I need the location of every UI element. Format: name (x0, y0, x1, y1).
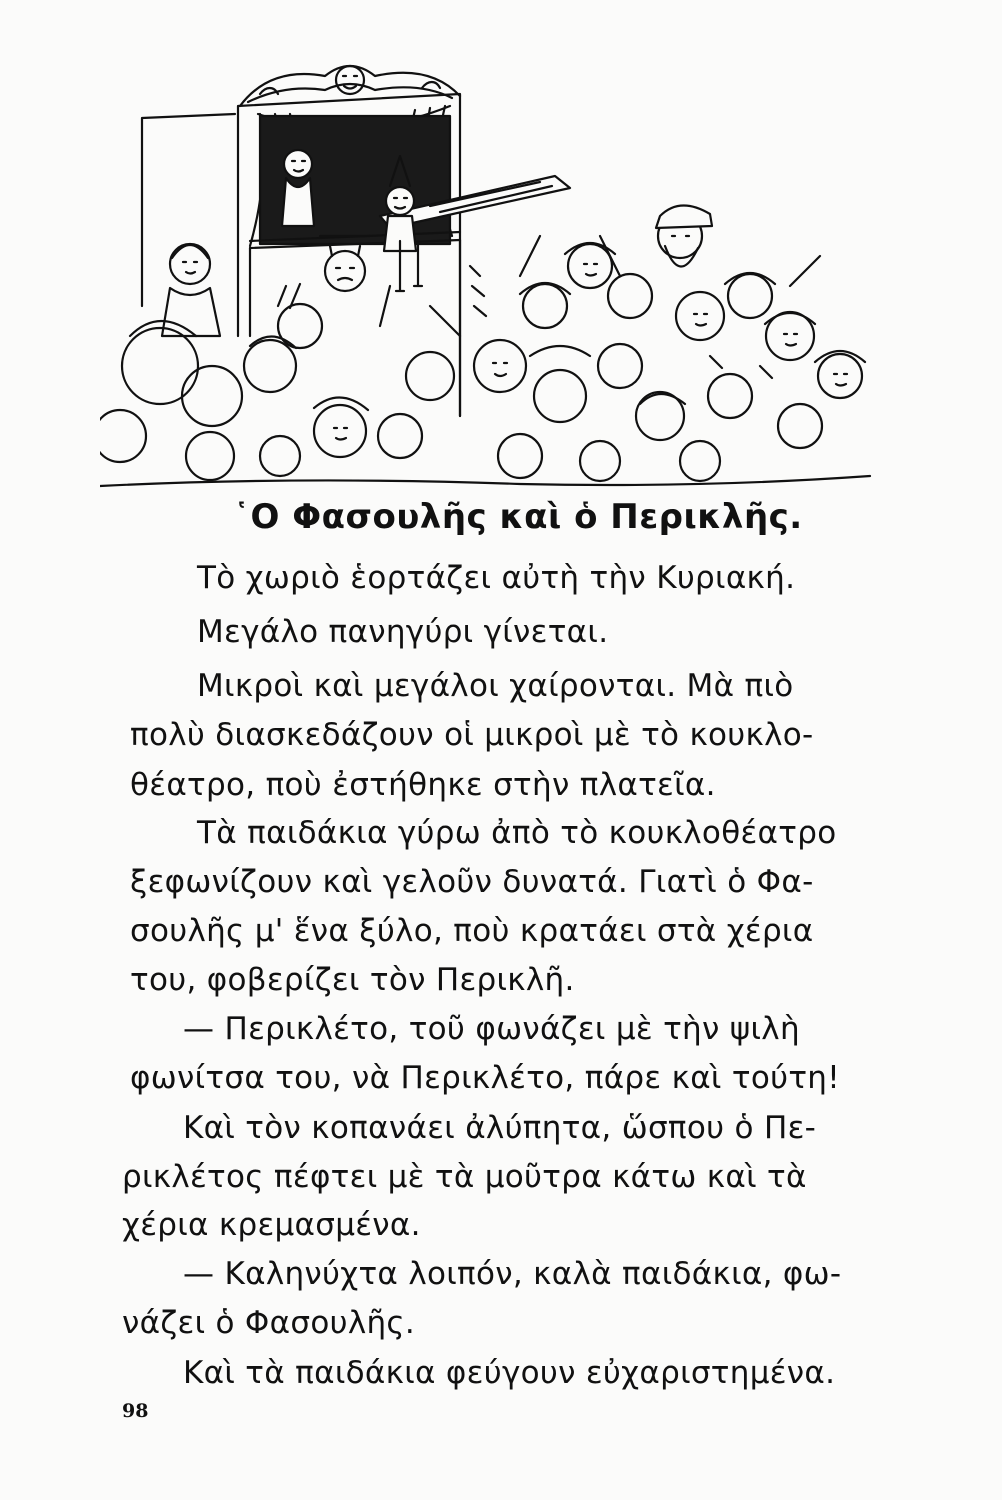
text-line: σουλῆς μ' ἕνα ξύλο, ποὺ κρατάει στὰ χέρια (130, 913, 814, 949)
text-line: χέρια κρεμασμένα. (122, 1207, 421, 1243)
text-line: — Καληνύχτα λοιπόν, καλὰ παιδάκια, φω- (183, 1256, 842, 1292)
text-line: νάζει ὁ Φασουλῆς. (122, 1305, 416, 1341)
text-line: του, φοβερίζει τὸν Περικλῆ. (130, 962, 575, 998)
text-line: ξεφωνίζουν καὶ γελοῦν δυνατά. Γιατὶ ὁ Φα- (130, 864, 814, 900)
text-line: θέατρο, ποὺ ἐστήθηκε στὴν πλατεῖα. (130, 767, 716, 803)
puppet-theatre-illustration (100, 36, 890, 488)
page-number: 98 (122, 1400, 149, 1422)
text-line: Μικροὶ καὶ μεγάλοι χαίρονται. Μὰ πιὸ (197, 668, 794, 704)
text-line: Τὸ χωριὸ ἑορτάζει αὐτὴ τὴν Κυριακή. (197, 560, 796, 596)
text-line: ρικλέτος πέφτει μὲ τὰ μοῦτρα κάτω καὶ τὰ (122, 1159, 807, 1195)
text-line: Καὶ τὸν κοπανάει ἀλύπητα, ὥσπου ὁ Πε- (183, 1110, 817, 1146)
text-line: φωνίτσα του, νὰ Περικλέτο, πάρε καὶ τούτη! (130, 1060, 840, 1096)
text-line: — Περικλέτο, τοῦ φωνάζει μὲ τὴν ψιλὴ (183, 1011, 800, 1047)
text-line: Μεγάλο πανηγύρι γίνεται. (197, 614, 609, 650)
story-title: ῾Ο Φασουλῆς καὶ ὁ Περικλῆς. (233, 497, 803, 537)
text-line: Τὰ παιδάκια γύρω ἀπὸ τὸ κουκλοθέατρο (197, 815, 837, 851)
text-line: πολὺ διασκεδάζουν οἱ μικροὶ μὲ τὸ κουκλο- (130, 717, 814, 753)
text-line: Καὶ τὰ παιδάκια φεύγουν εὐχαριστημένα. (183, 1355, 836, 1391)
